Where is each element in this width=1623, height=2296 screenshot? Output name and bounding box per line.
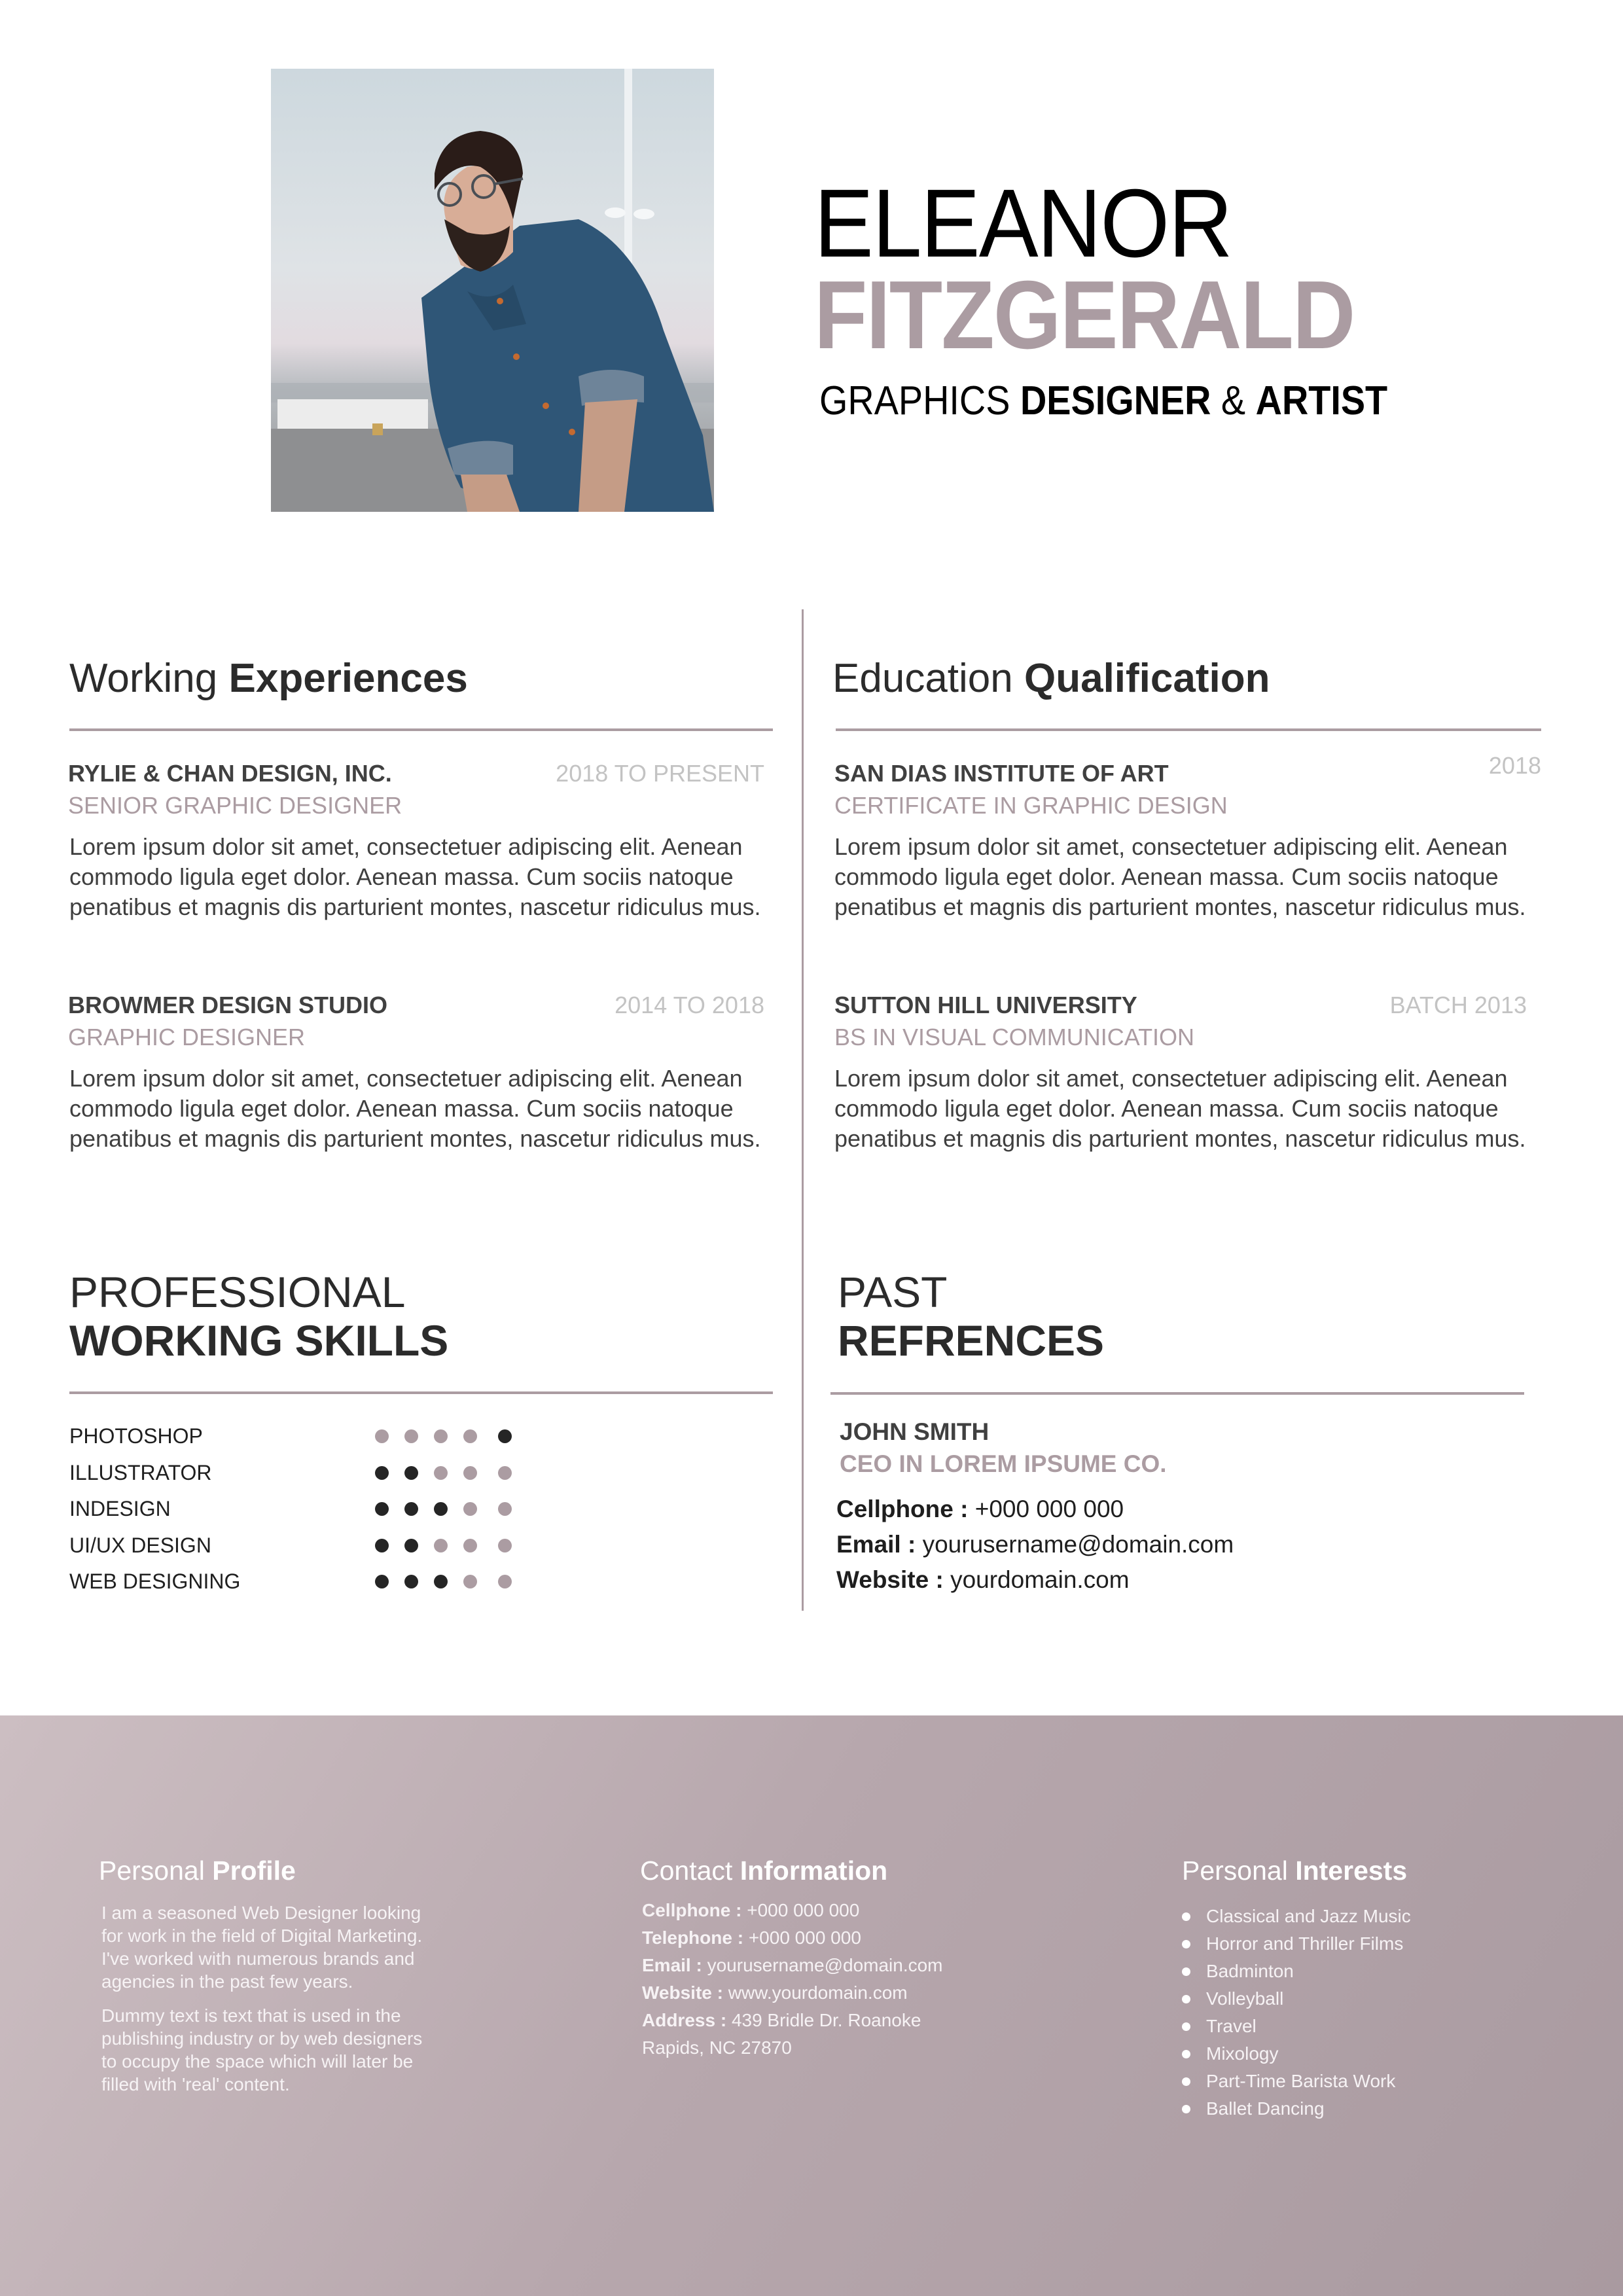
experience-title — [69, 658, 468, 699]
bullet-icon — [1182, 1995, 1190, 2003]
reference-website — [836, 1562, 1491, 1598]
contact-telephone-value: +000 000 000 — [748, 1928, 861, 1948]
skills-rule — [69, 1391, 773, 1394]
contact-address — [642, 2007, 943, 2034]
education-rule — [836, 728, 1541, 731]
entry-date: 2014 TO 2018 — [615, 992, 764, 1018]
reference-cellphone-value: +000 000 000 — [974, 1496, 1124, 1522]
reference-website-link[interactable]: yourdomain.com — [950, 1566, 1130, 1593]
skill-row — [69, 1564, 527, 1600]
entry-head — [834, 989, 1527, 1022]
entry-role: BS IN VISUAL COMMUNICATION — [834, 1024, 1195, 1050]
entry-role: CERTIFICATE IN GRAPHIC DESIGN — [834, 792, 1228, 819]
experience-title-light: Working — [69, 656, 229, 701]
interests-title-light: Personal — [1182, 1856, 1296, 1886]
entry-role: SENIOR GRAPHIC DESIGNER — [68, 792, 402, 819]
experience-entry — [68, 989, 764, 1154]
references-title — [838, 1268, 1104, 1365]
references-rule — [830, 1392, 1524, 1395]
reference-cellphone-label: Cellphone : — [836, 1496, 975, 1522]
skills-title — [69, 1268, 448, 1365]
job-title-bold-1: DESIGNER — [1020, 378, 1211, 423]
personal-interests — [1182, 1857, 1411, 2123]
contact-address-line2 — [642, 2034, 943, 2062]
education-entry — [834, 989, 1527, 1154]
interest-label: Horror and Thriller Films — [1206, 1933, 1404, 1954]
empty-dot-icon — [434, 1429, 448, 1443]
reference-cellphone — [836, 1492, 1491, 1527]
interest-item — [1182, 1958, 1411, 1985]
profile-photo — [271, 69, 714, 512]
contact-website-label: Website : — [642, 1982, 728, 2003]
contact-address-line2-value: Rapids, NC 27870 — [642, 2037, 792, 2058]
skill-name: WEB DESIGNING — [69, 1570, 241, 1594]
reference-contact — [836, 1492, 1491, 1598]
entry-org: SUTTON HILL UNIVERSITY — [834, 992, 1137, 1018]
contact-title-bold: Information — [740, 1856, 888, 1886]
bullet-icon — [1182, 1912, 1190, 1921]
filled-dot-icon — [404, 1539, 418, 1552]
entry-head — [68, 989, 764, 1022]
skills-title-line2: WORKING SKILLS — [69, 1316, 449, 1365]
entry-org: SAN DIAS INSTITUTE OF ART — [834, 760, 1169, 787]
interest-label: Mixology — [1206, 2043, 1279, 2064]
empty-dot-icon — [463, 1539, 477, 1552]
job-title-light: GRAPHICS — [819, 378, 1020, 423]
filled-dot-icon — [404, 1502, 418, 1516]
entry-head — [834, 752, 1541, 790]
bullet-icon — [1182, 1967, 1190, 1976]
entry-org: BROWMER DESIGN STUDIO — [68, 992, 388, 1018]
filled-dot-icon — [498, 1429, 512, 1443]
empty-dot-icon — [463, 1466, 477, 1480]
skill-row — [69, 1491, 527, 1528]
filled-dot-icon — [404, 1466, 418, 1480]
skill-rating — [375, 1429, 527, 1443]
entry-role: GRAPHIC DESIGNER — [68, 1024, 306, 1050]
profile-title-bold: Profile — [212, 1856, 296, 1886]
skill-row — [69, 1418, 527, 1455]
reference-name: JOHN SMITH — [840, 1418, 990, 1445]
skill-rating — [375, 1575, 527, 1588]
contact-lines — [642, 1897, 943, 2062]
entry-date: 2018 — [1488, 752, 1541, 779]
interests-title — [1182, 1857, 1411, 1884]
contact-address-label: Address : — [642, 2010, 732, 2030]
job-title-amp: & — [1211, 378, 1256, 423]
filled-dot-icon — [375, 1502, 389, 1516]
skill-row — [69, 1528, 527, 1564]
interest-label: Badminton — [1206, 1961, 1294, 1981]
contact-cellphone — [642, 1897, 943, 1924]
interest-item — [1182, 1930, 1411, 1958]
reference-website-label: Website : — [836, 1566, 951, 1593]
contact-title — [640, 1857, 943, 1884]
empty-dot-icon — [463, 1575, 477, 1588]
job-title-bold-2: ARTIST — [1255, 378, 1388, 423]
references-title-line1: PAST — [838, 1268, 948, 1316]
education-title-light: Education — [832, 656, 1024, 701]
contact-email-link[interactable]: yourusername@domain.com — [707, 1955, 943, 1975]
personal-profile — [99, 1857, 442, 2096]
education-entry — [834, 752, 1541, 922]
contact-telephone — [642, 1924, 943, 1952]
entry-desc: Lorem ipsum dolor sit amet, consectetuer adipiscing elit. Aenean commodo ligula eget dolor. Aenean massa. Cum sociis natoque penatibus et magnis dis parturient montes, nascetur ridiculus mus. — [69, 1065, 761, 1152]
entry-date: 2018 TO PRESENT — [556, 760, 764, 787]
contact-cellphone-label: Cellphone : — [642, 1900, 747, 1920]
column-divider — [802, 609, 804, 1611]
skill-rating — [375, 1466, 527, 1480]
interest-label: Part-Time Barista Work — [1206, 2071, 1396, 2091]
person-photo-icon — [271, 69, 714, 512]
education-title — [832, 658, 1270, 699]
reference-role: CEO IN LOREM IPSUME CO. — [840, 1450, 1167, 1477]
interest-item — [1182, 2068, 1411, 2095]
empty-dot-icon — [498, 1575, 512, 1588]
skill-name: PHOTOSHOP — [69, 1424, 203, 1448]
interest-item — [1182, 2013, 1411, 2040]
interest-label: Classical and Jazz Music — [1206, 1906, 1411, 1926]
contact-address-value: 439 Bridle Dr. Roanoke — [731, 2010, 921, 2030]
skill-row — [69, 1455, 527, 1492]
profile-paragraph: I am a seasoned Web Designer looking for work in the field of Digital Marketing. I've worked with numerous brands and agencies in the past few years. — [101, 1903, 423, 1992]
skill-name: INDESIGN — [69, 1497, 171, 1521]
footer — [0, 1715, 1623, 2296]
entry-desc: Lorem ipsum dolor sit amet, consectetuer adipiscing elit. Aenean commodo ligula eget dolor. Aenean massa. Cum sociis natoque penatibus et magnis dis parturient montes, nascetur ridiculus mus. — [834, 1065, 1526, 1152]
contact-email — [642, 1952, 943, 1979]
skill-rating — [375, 1502, 527, 1516]
empty-dot-icon — [463, 1502, 477, 1516]
job-title — [819, 378, 1388, 423]
skill-name: UI/UX DESIGN — [69, 1533, 211, 1557]
first-name: ELEANOR — [814, 170, 1232, 278]
empty-dot-icon — [498, 1466, 512, 1480]
empty-dot-icon — [498, 1502, 512, 1516]
filled-dot-icon — [404, 1575, 418, 1588]
bullet-icon — [1182, 2077, 1190, 2086]
contact-telephone-label: Telephone : — [642, 1928, 749, 1948]
interest-item — [1182, 1985, 1411, 2013]
reference-email-link[interactable]: yourusername@domain.com — [922, 1531, 1234, 1558]
empty-dot-icon — [463, 1429, 477, 1443]
skills-title-line1: PROFESSIONAL — [69, 1268, 406, 1316]
empty-dot-icon — [434, 1539, 448, 1552]
interests-title-bold: Interests — [1295, 1856, 1408, 1886]
interest-label: Volleyball — [1206, 1988, 1284, 2009]
education-title-bold: Qualification — [1024, 656, 1270, 701]
filled-dot-icon — [434, 1575, 448, 1588]
interest-item — [1182, 2095, 1411, 2123]
last-name: FITZGERALD — [814, 261, 1355, 369]
filled-dot-icon — [434, 1502, 448, 1516]
profile-title — [99, 1857, 442, 1884]
filled-dot-icon — [375, 1539, 389, 1552]
contact-website-link[interactable]: www.yourdomain.com — [728, 1982, 908, 2003]
entry-desc: Lorem ipsum dolor sit amet, consectetuer adipiscing elit. Aenean commodo ligula eget dolor. Aenean massa. Cum sociis natoque penatibus et magnis dis parturient montes, nascetur ridiculus mus. — [69, 833, 761, 920]
contact-website — [642, 1979, 943, 2007]
bullet-icon — [1182, 2050, 1190, 2058]
interest-item — [1182, 1903, 1411, 1930]
empty-dot-icon — [375, 1429, 389, 1443]
references-title-line2: REFRENCES — [838, 1316, 1105, 1365]
bullet-icon — [1182, 2022, 1190, 2031]
contact-information — [640, 1857, 943, 2062]
interest-item — [1182, 2040, 1411, 2068]
entry-desc: Lorem ipsum dolor sit amet, consectetuer adipiscing elit. Aenean commodo ligula eget dolor. Aenean massa. Cum sociis natoque penatibus et magnis dis parturient montes, nascetur ridiculus mus. — [834, 833, 1526, 920]
name-block — [814, 170, 1451, 423]
profile-paragraph: Dummy text is text that is used in the publishing industry or by web designers to occupy the space which will later be filled with 'real' content. — [101, 2005, 423, 2094]
skill-rating — [375, 1539, 527, 1552]
skills-list — [69, 1418, 527, 1600]
experience-rule — [69, 728, 773, 731]
filled-dot-icon — [375, 1575, 389, 1588]
experience-entry — [68, 757, 764, 922]
bullet-icon — [1182, 1940, 1190, 1948]
interest-label: Ballet Dancing — [1206, 2098, 1325, 2119]
skill-name: ILLUSTRATOR — [69, 1460, 212, 1484]
experience-title-bold: Experiences — [228, 656, 468, 701]
bullet-icon — [1182, 2105, 1190, 2113]
reference-email-label: Email : — [836, 1531, 923, 1558]
empty-dot-icon — [404, 1429, 418, 1443]
contact-title-light: Contact — [640, 1856, 740, 1886]
interests-list — [1182, 1903, 1411, 2123]
entry-date: BATCH 2013 — [1389, 992, 1527, 1018]
reference-email — [836, 1527, 1491, 1562]
contact-email-label: Email : — [642, 1955, 707, 1975]
empty-dot-icon — [498, 1539, 512, 1552]
entry-head — [68, 757, 764, 790]
interest-label: Travel — [1206, 2016, 1257, 2036]
contact-cellphone-value: +000 000 000 — [747, 1900, 860, 1920]
reference-card — [836, 1416, 1491, 1598]
empty-dot-icon — [434, 1466, 448, 1480]
entry-org: RYLIE & CHAN DESIGN, INC. — [68, 760, 392, 787]
filled-dot-icon — [375, 1466, 389, 1480]
profile-title-light: Personal — [99, 1856, 213, 1886]
